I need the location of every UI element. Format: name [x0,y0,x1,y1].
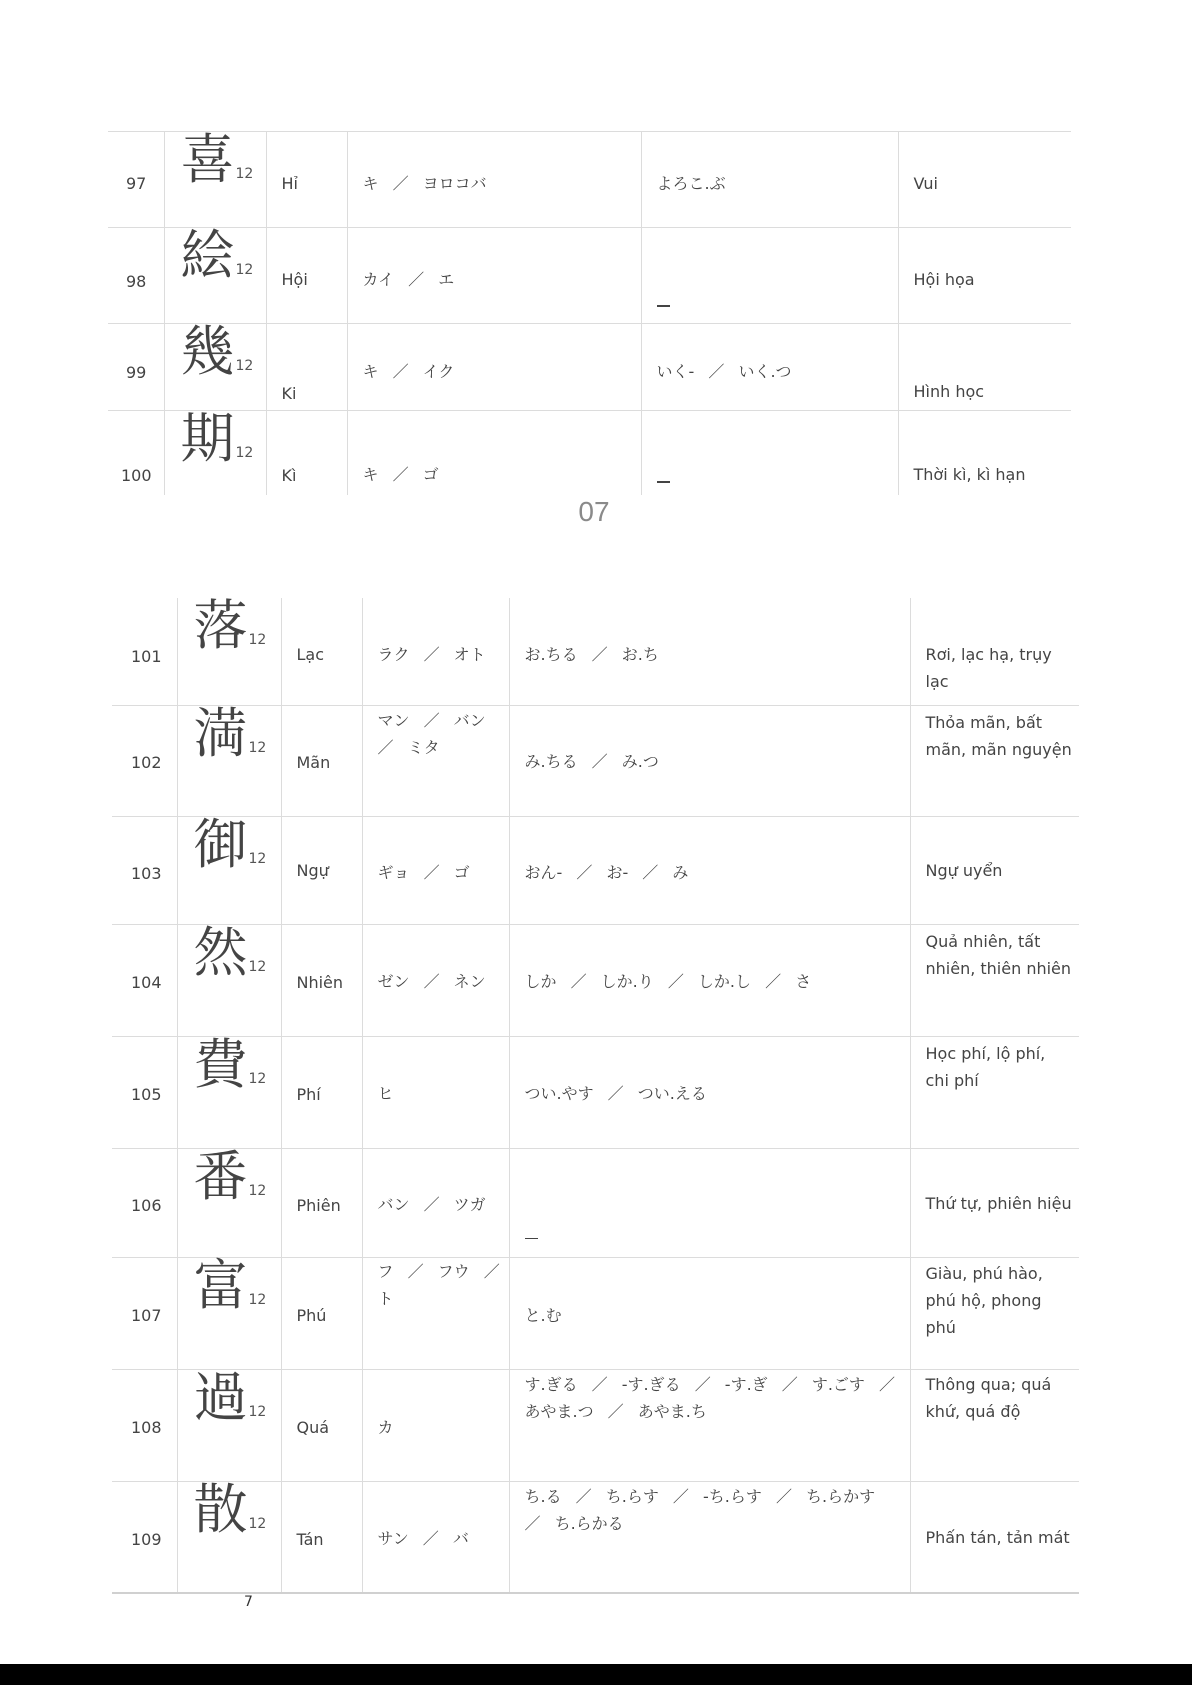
han-viet-reading: Phiên [296,1195,341,1215]
stroke-count: 12 [235,358,254,374]
han-viet-reading: Hỉ [281,174,298,193]
stroke-count: 12 [248,1403,267,1420]
table-row [112,1369,1079,1481]
han-viet-reading: Phí [296,1084,321,1104]
meaning: Thời kì, kì hạn [913,465,1026,484]
row-number: 107 [131,1305,162,1325]
meaning: Thứ tự, phiên hiệu [925,1193,1072,1213]
han-viet-reading: Ngự [296,860,329,880]
kanji-character: 御12 [193,812,267,876]
meaning: Hình học [913,382,985,401]
empty-kun-dash [657,481,670,483]
han-viet-reading: Tán [296,1529,324,1549]
meaning: Vui [913,174,938,193]
meaning: Phấn tán, tản mát [925,1527,1070,1547]
table-row [112,1481,1079,1593]
row-number: 104 [131,972,162,992]
on-reading: マン ／ バン ／ ミタ [377,710,486,757]
on-reading: カ [377,1417,394,1437]
empty-kun-dash [657,305,670,307]
han-viet-reading: Mãn [296,752,331,772]
table-row [112,1257,1079,1369]
kun-reading: ち.る ／ ち.らす ／ -ち.らす ／ ち.らかす ／ ち.らかる [524,1486,876,1533]
han-viet-reading: Quá [296,1417,330,1437]
on-reading: キ ／ ヨロコバ [362,174,487,193]
on-reading: サン ／ バ [377,1528,469,1548]
table-row [108,324,1071,411]
stroke-count: 12 [235,262,254,278]
row-number: 97 [126,174,147,193]
kun-reading: と.む [524,1305,562,1325]
section-label: 07 [578,496,610,527]
kun-reading: しか ／ しか.り ／ しか.し ／ さ [524,971,812,991]
table-row [108,228,1071,324]
row-number: 108 [131,1417,162,1437]
row-number: 106 [131,1195,162,1215]
on-reading: キ ／ イク [362,362,455,381]
row-number: 109 [131,1529,162,1549]
stroke-count: 12 [248,850,267,867]
on-reading: フ ／ フウ ／ ト [377,1261,500,1308]
kanji-character: 絵12 [180,224,254,287]
kanji-character: 然12 [193,920,267,984]
han-viet-reading: Kì [281,466,297,485]
kun-reading: み.ちる ／ み.つ [524,751,659,771]
stroke-count: 12 [235,445,254,461]
table-row [112,1036,1079,1148]
stroke-count: 12 [248,958,267,975]
on-reading: ゼン ／ ネン [377,971,486,991]
on-reading: カイ ／ エ [362,270,455,289]
stroke-count: 12 [248,739,267,756]
meaning: Quả nhiên, tất nhiên, thiên nhiên [925,931,1072,978]
row-number: 102 [131,752,162,772]
stroke-count: 12 [235,166,254,182]
stroke-count: 12 [248,1515,267,1532]
kanji-character: 費12 [193,1032,267,1096]
row-number: 100 [121,466,152,485]
row-number: 103 [131,863,162,883]
meaning: Hội họa [913,270,975,289]
stroke-count: 12 [248,1070,267,1087]
kun-reading: す.ぎる ／ -す.ぎる ／ -す.ぎ ／ す.ごす ／ あやま.つ ／ あやま.ち [524,1374,895,1421]
kun-reading: よろこ.ぶ [656,174,726,193]
table-row [108,411,1071,495]
on-reading: ギョ ／ ゴ [377,862,470,882]
bottom-black-bar [0,1664,1192,1685]
stroke-count: 12 [248,632,267,648]
han-viet-reading: Ki [281,384,297,403]
table-row [112,598,1079,705]
empty-kun-dash [525,1238,538,1240]
on-reading: ラク ／ オト [377,645,486,664]
meaning: Ngự uyển [925,860,1003,880]
han-viet-reading: Phú [296,1305,327,1325]
kanji-character: 散12 [193,1477,267,1541]
kun-reading: おん- ／ お- ／ み [524,862,689,882]
table-row [108,132,1071,228]
row-number: 101 [131,647,162,666]
row-number: 105 [131,1084,162,1104]
han-viet-reading: Hội [281,270,308,289]
row-number: 98 [126,272,147,291]
kanji-character: 満12 [193,701,267,765]
kanji-character: 幾12 [180,320,254,383]
kanji-character: 期12 [180,407,254,470]
meaning: Rơi, lạc hạ, trụy lạc [925,645,1052,691]
kanji-character: 過12 [193,1365,267,1429]
kun-reading: いく- ／ いく.つ [656,362,792,381]
kun-reading: お.ちる ／ お.ち [524,645,659,664]
on-reading: ヒ [377,1083,394,1103]
kun-reading: つい.やす ／ つい.える [524,1083,707,1103]
table-row [112,1148,1079,1257]
table-row [112,816,1079,924]
han-viet-reading: Lạc [296,645,325,664]
kanji-character: 富12 [193,1253,267,1317]
meaning: Học phí, lộ phí, chi phí [925,1043,1046,1090]
meaning: Thỏa mãn, bất mãn, mãn nguyện [925,712,1072,759]
on-reading: バン ／ ツガ [377,1194,486,1214]
kanji-character: 喜12 [180,128,254,191]
table-row [112,705,1079,816]
kanji-character: 番12 [193,1144,267,1208]
stroke-count: 12 [248,1182,267,1199]
on-reading: キ ／ ゴ [362,465,439,484]
kanji-table-bottom [112,594,1079,1594]
han-viet-reading: Nhiên [296,972,344,992]
stroke-count: 12 [248,1291,267,1308]
kanji-table-top [108,128,1071,495]
kanji-character: 落12 [193,594,267,657]
row-number: 99 [126,363,147,382]
meaning: Thông qua; quá khứ, quá độ [925,1374,1052,1421]
page-number: 7 [244,1594,253,1610]
meaning: Giàu, phú hào, phú hộ, phong phú [925,1263,1043,1337]
table-row [112,924,1079,1036]
